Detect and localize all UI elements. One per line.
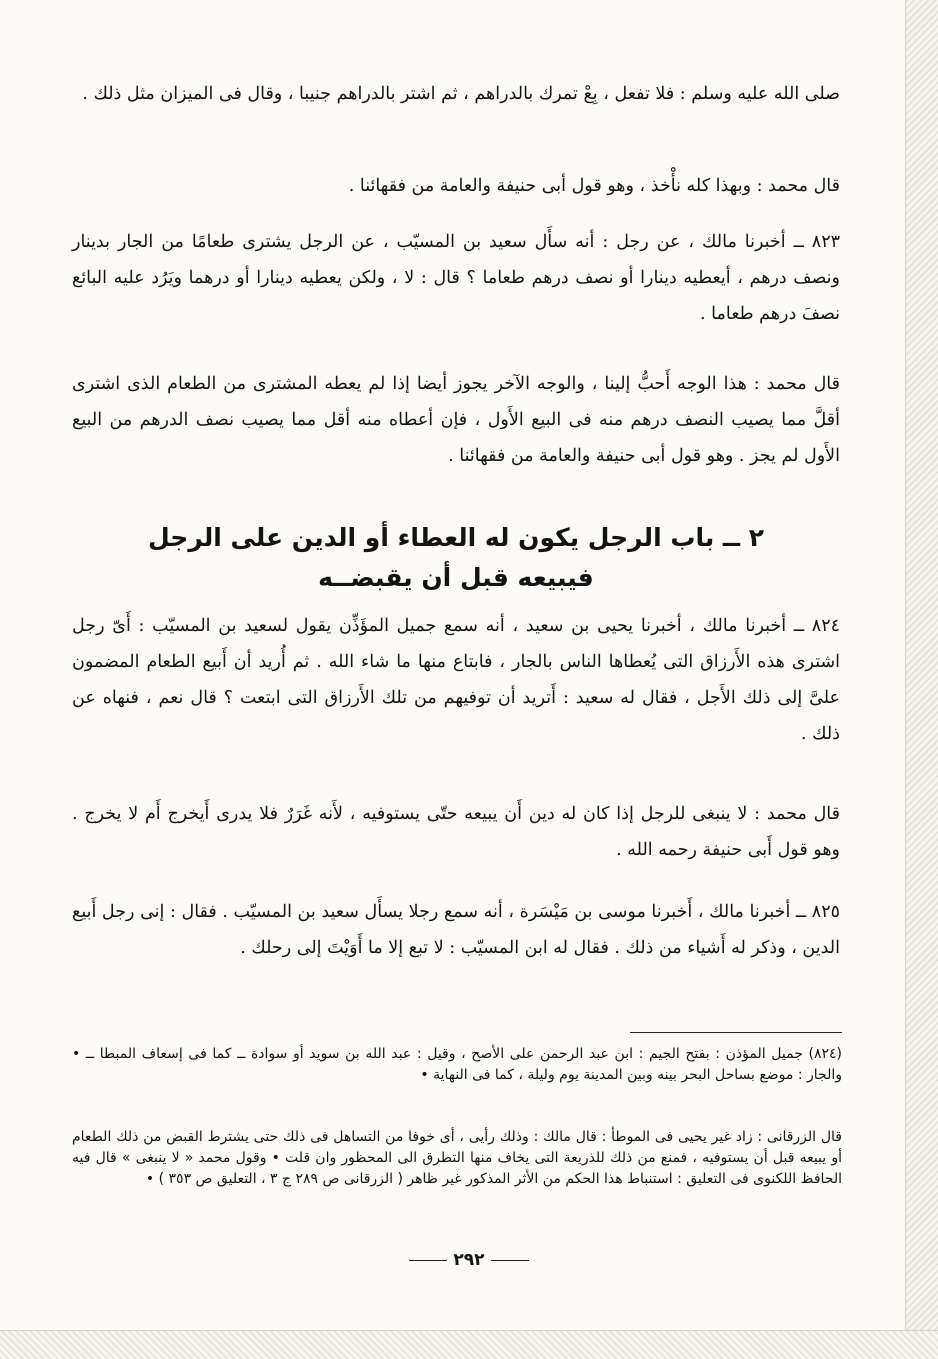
paragraph-823: ٨٢٣ ــ أخبرنا مالك ، عن رجل : أنه سأَل سعيد بن المسيّب ، عن الرجل يشترى طعامًا من الجار بدينار ونصف درهم ، أيعطيه دينارا أو نصف درهم طعاما ؟ قال : لا ، ولكن يعطيه دينارا أو درهما ويَرُد عليه البائع نصفَ درهم طعاما .: [72, 232, 840, 324]
chapter-heading-line2: فيبيعه قبل أن يقبضــه: [318, 563, 594, 592]
paragraph-2: قال محمد : وبهذا كله نأْخذ ، وهو قول أبى حنيفة والعامة من فقهائنا .: [348, 176, 840, 196]
paragraph-4: قال محمد : هذا الوجه أَحبُّ إلينا ، والوجه الآخر يجوز أيضا إذا لم يعطه المشترى من الطعام الذى اشترى أقلَّ مما يصيب النصف درهم منه فى البيع الأَول ، فإن أعطاه منه أقل مما يصيب نصف الدرهم من البيع الأَول لم يجز . وهو قول أبى حنيفة والعامة من فقهائنا .: [72, 374, 840, 466]
page-number-dash-right: [491, 1260, 529, 1261]
chapter-heading-line1: ٢ ــ باب الرجل يكون له العطاء أو الدين على الرجل: [147, 523, 764, 552]
paragraph-1: صلى الله عليه وسلم : فلا تفعل ، بِعْ تمرك بالدراهم ، ثم اشتر بالدراهم جنيبا ، وقال فى الميزان مثل ذلك .: [82, 84, 840, 104]
paragraph-825: ٨٢٥ ــ أخبرنا مالك ، أَخبرنا موسى بن مَيْسَرة ، أنه سمع رجلا يسأَل سعيد بن المسيّب . فقال : إنى رجل أَبيع الدين ، وذكر له أَشياء من ذلك . فقال له ابن المسيّب : لا تبع إلا ما أَوَيْتَ إلى رحلك .: [72, 902, 840, 958]
footnote-zarqani: قال الزرقانى : زاد غير يحيى فى الموطأ : قال مالك : وذلك رأيى ، أى خوفا من التساهل فى ذلك حتى يشترط القبض من ذلك الطعام أو يبيعه قبل أن يستوفيه ، فمنع من ذلك للذريعة التى يخاف منها التطرق الى المحظور وان قلت • وقول محمد « لا ينبغى » قال فيه الحافظ اللكنوى فى التعليق : استنباط هذا الحكم من الأثر المذكور غير ظاهر ( الزرقانى ص ٢٨٩ ج ٣ ، التعليق ص ٣٥٣ ) •: [72, 1129, 842, 1187]
page-edge-right: [905, 0, 938, 1359]
footnote-824: (٨٢٤) جميل المؤذن : بفتح الجيم : ابن عبد الرحمن على الأصح ، وقيل : عبد الله بن سويد أو سوادة ــ كما فى إسعاف المبطا ــ • والجار : موضع بساحل البحر بينه وبين المدينة يوم وليلة ، كما فى النهاية •: [72, 1046, 842, 1083]
page-edge-bottom: [0, 1330, 938, 1359]
paragraph-6: قال محمد : لا ينبغى للرجل إذا كان له دين أَن يبيعه حتّى يستوفيه ، لأَنه غَرَرٌ فلا يدرى أَيخرج أَم لا يخرج . وهو قول أَبى حنيفة رحمه الله .: [72, 804, 840, 860]
paragraph-824: ٨٢٤ ــ أخبرنا مالك ، أخبرنا يحيى بن سعيد ، أنه سمع جميل المؤَذِّن يقول لسعيد بن المسيّب : أَىّ رجل اشترى هذه الأَرزاق التى يُعطاها الناس بالجار ، فابتاع منها ما شاء الله . ثم أُريد أن أَبيع الطعام المضمون علىَّ إلى ذلك الأَجل ، فقال له سعيد : أَتريد أن توفيهم من تلك الأَرزاق التى ابتعت ؟ قال نعم ، فنهاه عن ذلك .: [72, 616, 840, 744]
footnote-separator: [630, 1032, 842, 1033]
page-number-value: ٢٩٢: [453, 1250, 485, 1270]
page-number-dash-left: [409, 1260, 447, 1261]
page-number: [369, 1250, 569, 1270]
